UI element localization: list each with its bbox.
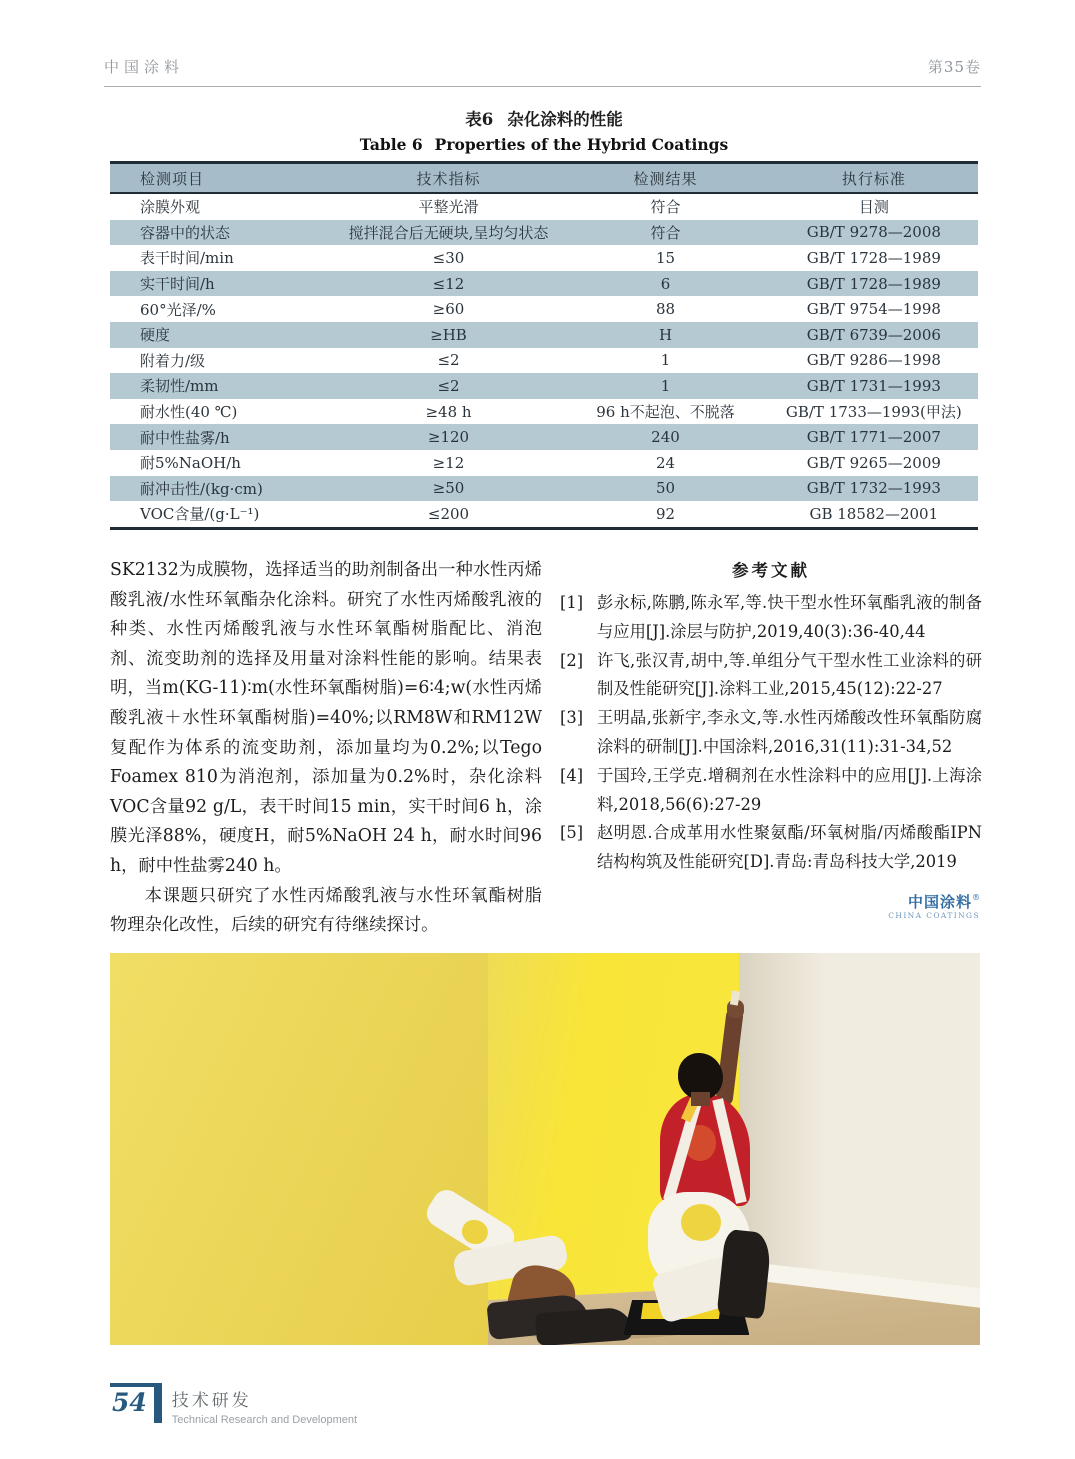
table-cell: GB/T 1728—1989 [806,248,941,267]
reference-number: [4] [560,765,584,785]
table-cell: GB/T 9754—1998 [806,300,941,319]
table-cell: 96 h不起泡、不脱落 [596,403,735,422]
column-header-spec: 技术指标 [336,163,562,194]
table-cell: ≤30 [432,248,465,267]
body-paragraph: 本课题只研究了水性丙烯酸乳液与水性环氧酯树脂物理杂化改性，后续的研究有待继续探讨。 [110,885,542,936]
properties-table [110,161,978,530]
column-header-standard: 执行标准 [770,163,978,194]
footer-section-zh: 技术研发 [171,1391,252,1410]
logo-name-en: CHINA COATINGS [888,910,980,920]
table-number-en: Table 6 [359,135,423,154]
table-cell: GB/T 9278—2008 [806,223,941,242]
photo-paint-smudge [681,1204,721,1241]
column-header-item: 检测项目 [110,163,336,194]
table-cell: 符合 [650,223,681,242]
page-number: 54 [110,1383,162,1423]
journal-name: 中国涂料 [104,58,185,76]
table-cell: 60°光泽/% [140,300,216,319]
reference-list [560,589,982,877]
photo-yellow-wall-foreground [110,953,488,1345]
table-cell: 硬度 [140,326,171,345]
reference-number: [3] [560,708,584,728]
table-cell: 88 [655,300,676,319]
reference-text: 许飞,张汉青,胡中,等.单组分气干型水性工业涂料的研制及性能研究[J].涂料工业,2015,45(12):22-27 [597,650,982,699]
table-cell: 耐冲击性/(kg·cm) [140,479,263,498]
table-cell: 24 [655,453,676,472]
table-row [110,373,978,399]
reference-number: [5] [560,823,584,843]
reference-item [560,589,982,647]
table-cell: VOC含量/(g·L⁻¹) [140,505,260,524]
table-cell: 符合 [650,198,681,217]
table-cell: GB/T 1771—2007 [806,428,941,447]
table-cell: GB/T 1728—1989 [806,274,941,293]
reference-text: 王明晶,张新宇,李永文,等.水性丙烯酸改性环氧酯防腐涂料的研制[J].中国涂料,2016,31(11):31-34,52 [597,708,982,756]
table-cell: 平整光滑 [418,198,479,217]
table-cell: 240 [651,428,680,447]
table-cell: GB/T 1731—1993 [806,376,941,395]
table-cell: 1 [660,376,671,395]
running-head [104,56,981,87]
table-cell: ≤2 [437,376,460,395]
table-cell: 50 [655,479,676,498]
table-cell: 目测 [858,198,889,217]
reference-item [560,762,982,820]
photo-black-boot [535,1306,633,1345]
painter-black-boot [716,1229,772,1320]
painter-neck [691,1092,710,1106]
table-cell: ≤12 [432,274,465,293]
table-cell: ≥48 h [425,402,472,421]
table-cell: 92 [655,504,676,523]
reference-item [560,819,982,877]
page-footer [110,1383,357,1426]
logo-name-zh: 中国涂料 [907,892,972,911]
references-heading: 参考文献 [732,561,810,580]
table-body [110,193,978,528]
table-cell: ≥50 [432,479,465,498]
table-row [110,271,978,297]
table-cell: 容器中的状态 [140,223,231,242]
table-row [110,399,978,425]
table-cell: 15 [655,248,676,267]
table-cell: GB/T 1732—1993 [806,479,941,498]
table-row [110,322,978,348]
table-cell: GB 18582—2001 [809,504,939,523]
table-row [110,424,978,450]
reference-text: 赵明恩.合成革用水性聚氨酯/环氧树脂/丙烯酸酯IPN结构构筑及性能研究[D].青岛:青岛科技大学,2019 [597,823,982,872]
table-cell: 涂膜外观 [140,198,201,217]
table-row [110,348,978,374]
two-column-content [110,556,982,941]
table-caption-en: Properties of the Hybrid Coatings [434,135,729,154]
registered-mark: ® [972,892,980,902]
footer-section [172,1383,357,1426]
table-row [110,450,978,476]
reference-item [560,704,982,762]
body-paragraph: SK2132为成膜物，选择适当的助剂制备出一种水性丙烯酸乳液/水性环氧酯杂化涂料。研究了水性丙烯酸乳液的种类、水性丙烯酸乳液与水性环氧酯树脂配比、消泡剂、流变助剂的选择及用量对涂料性能的影响。结果表明，当m(KG-11)∶m(水性环氧酯树脂)=6∶4;w(水性丙烯酸乳液＋水性环氧酯树脂)=40%;以RM8W和RM12W复配作为体系的流变助剂，添加量均为0.2%;以Tego Foamex 810为消泡剂，添加量为0.2%时，杂化涂料VOC含量92 g/L，表干时间15 min，实干时间6 h，涂膜光泽88%，硬度H，耐5%NaOH 24 h，耐水时间96 h，耐中性盐雾240 h。 [110,560,542,876]
table-cell: GB/T 9286—1998 [806,351,941,370]
table-cell: 耐水性(40 ℃) [140,403,238,422]
table-cell: 耐5%NaOH/h [140,454,241,473]
table-cell: 耐中性盐雾/h [140,428,230,447]
column-header-result: 检测结果 [561,163,769,194]
right-column [560,556,982,941]
table-row [110,501,978,528]
table-cell: GB/T 9265—2009 [806,453,941,472]
wall-painting-photo [110,953,980,1345]
table-cell: H [658,325,673,344]
reference-item [560,647,982,705]
table-cell: 实干时间/h [140,275,215,294]
table-cell: 柔韧性/mm [140,377,219,396]
table-cell: ≥120 [427,428,470,447]
table-cell: GB/T 6739—2006 [806,325,941,344]
table-cell: 6 [660,274,671,293]
table-row [110,245,978,271]
properties-table-block [110,106,978,530]
table-row [110,296,978,322]
table-cell: ≥12 [432,453,465,472]
china-coatings-logo [560,893,982,920]
table-title-zh [110,106,978,130]
table-row [110,193,978,220]
table-title-en [110,135,978,154]
table-cell: 1 [660,351,671,370]
table-caption-zh: 杂化涂料的性能 [507,110,623,129]
reference-text: 彭永标,陈鹏,陈永军,等.快干型水性环氧酯乳液的制备与应用[J].涂层与防护,2019,40(3):36-40,44 [597,593,982,641]
table-cell: ≥HB [430,325,467,344]
reference-number: [1] [560,593,584,612]
volume-label: 第35卷 [927,58,981,76]
table-cell: ≤2 [437,351,460,370]
table-cell: 表干时间/min [140,249,234,268]
footer-section-en: Technical Research and Development [171,1414,358,1426]
reference-text: 于国玲,王学克.增稠剂在水性涂料中的应用[J].上海涂料,2018,56(6):27-29 [597,765,982,814]
table-row [110,476,978,502]
left-column [110,556,542,941]
table-cell: ≥60 [432,300,465,319]
table-cell: ≤200 [427,504,470,523]
table-cell: 附着力/级 [140,351,206,370]
reference-number: [2] [560,650,584,670]
table-row [110,220,978,246]
table-number-zh: 表6 [465,110,494,129]
table-cell: 搅拌混合后无硬块,呈均匀状态 [348,223,549,242]
table-cell: GB/T 1733—1993(甲法) [785,403,962,422]
table-header-row [110,163,978,194]
